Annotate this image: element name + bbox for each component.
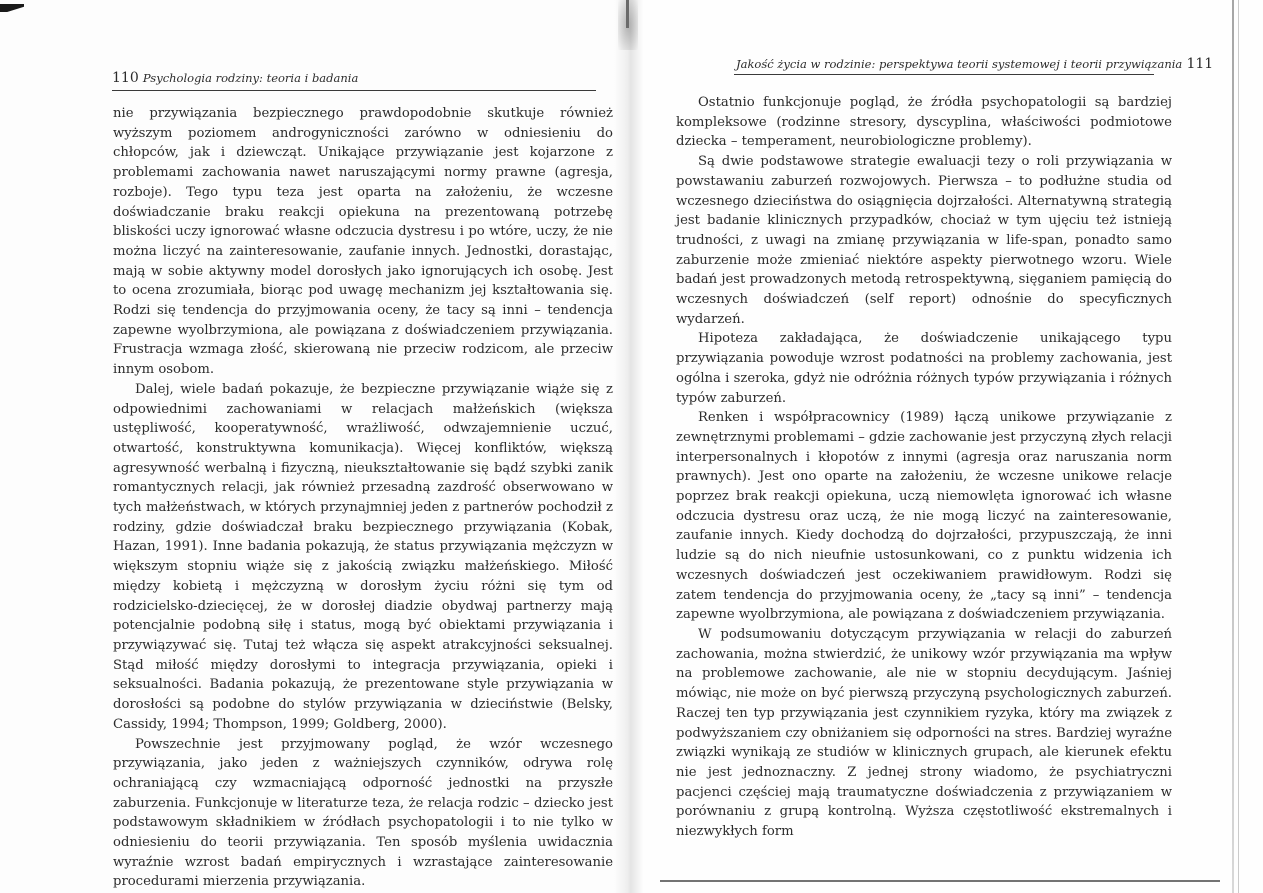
paragraph: Dalej, wiele badań pokazuje, że bezpieczne przywiązanie wiąże się z odpowiednimi zachowaniami w relacjach małżeńskich (większa ustępliwość, kooperatywność, wrażliwość, odwzajemnienie uczuć, otwartość, konstruktywna komunikacja). Więcej konfliktów, większą agresywność werbalną i fizyczną, nieukształtowanie się bądź szybki zanik romantycznych relacji, jak również przesadną zazdrość obserwowano w tych małżeństwach, w których przynajmniej jeden z partnerów pochodził z rodziny, gdzie doświadczał braku bezpiecznego przywiązania (Kobak, Hazan, 1991). Inne badania pokazują, że status przywiązania mężczyzn w większym stopniu wiąże się z jakością związku małżeńskiego. Miłość między kobietą i mężczyzną w dorosłym życiu różni się tym od rodzicielsko-dziecięcej, że w dorosłej diadzie obydwaj partnerzy mają potencjalnie podobną siłę i status, mogą być obiektami przywiązania i przywiązywać się. Tutaj też włącza się aspekt atrakcyjności seksualnej. Stąd miłość między dorosłymi to integracja przywiązania, opieki i seksualności. Badania pokazują, że prezentowane style przywiązania w dorosłości są podobne do stylów przywiązania w dzieciństwie (Belsky, Cassidy, 1994; Thompson, 1999; Goldberg, 2000).: [113, 381, 613, 732]
paragraph: Powszechnie jest przyjmowany pogląd, że wzór wczesnego przywiązania, jako jeden z ważniejszych czynników, odrywa rolę ochraniającą czy wzmacniającą odporność jednostki na przyszłe zaburzenia. Funkcjonuje w literaturze teza, że relacja rodzic – dziecko jest podstawowym składnikiem w źródłach psychopatologii i to nie tylko w odniesieniu do teorii przywiązania. Ten sposób myślenia uwidacznia wyraźnie wzrost badań empirycznych i wzrastające zainteresowanie procedurami mierzenia przywiązania.: [113, 736, 613, 890]
spine-mark: [626, 0, 629, 28]
page-edge-shadow: [1232, 0, 1234, 893]
page-edge-line: [1238, 0, 1239, 893]
paragraph: Renken i współpracownicy (1989) łączą unikowe przywiązanie z zewnętrznymi problemami – gdzie zachowanie jest przyczyną złych relacji interpersonalnych i kłopotów z innymi (agresja oraz naruszania norm prawnych). Jest ono oparte na założeniu, że wczesne unikowe relacje poprzez brak reakcji opiekuna, uczą niemowlęta ignorować ich własne odczucia dystresu oraz uczą, że nie mogą liczyć na zainteresowanie, zaufanie innych. Kiedy dochodzą do dojrzałości, przypuszczają, że inni ludzie są do nich nieufnie ustosunkowani, co z punktu widzenia ich wczesnych doświadczeń jest oczekiwaniem prawidłowym. Rodzi się zatem tendencja do przyjmowania oceny, że „tacy są inni” – tendencja zapewne wyolbrzymiona, ale powiązana z doświadczeniem przywiązania.: [676, 410, 1172, 623]
left-body-text: [113, 104, 613, 892]
right-running-title: Jakość życia w rodzinie: perspektywa teorii systemowej i teorii przywiązania: [736, 57, 1183, 71]
paragraph: Ostatnio funkcjonuje pogląd, że źródła psychopatologii są bardziej kompleksowe (rodzinne stresory, dyscyplina, właściwości podmiotowe dziecka – temperament, neurobiologiczne problemy).: [676, 95, 1172, 150]
book-gutter: [614, 0, 644, 893]
right-page-number: 111: [1186, 56, 1214, 72]
left-page-number: 110: [112, 70, 139, 86]
paragraph: W podsumowaniu dotyczącym przywiązania w relacji do zaburzeń zachowania, można stwierdzić, że unikowy wzór przywiązania ma wpływ na problemowe zachowanie, ale nie w stopniu decydującym. Jaśniej mówiąc, nie może on być pierwszą przyczyną psychologicznych zaburzeń. Raczej ten typ przywiązania jest czynnikiem ryzyka, który ma związek z podwyższaniem czy obniżaniem się odporności na stres. Bardziej wyraźne związki wynikają ze studiów w klinicznych grupach, ale kierunek efektu nie jest jednoznaczny. Z jednej strony wiadomo, że psychiatryczni pacjenci częściej mają traumatyczne doświadczenia z przywiązaniem w porównaniu z grupą kontrolną. Wyższa częstotliwość ekstremalnych i niezwykłych form: [676, 626, 1172, 840]
right-header-rule: [734, 74, 1154, 75]
right-body-text: [676, 93, 1172, 842]
left-header-rule: [112, 90, 596, 91]
paragraph: nie przywiązania bezpiecznego prawdopodobnie skutkuje również wyższym poziomem androgyniczności zarówno w odniesieniu do chłopców, jak i dziewcząt. Unikające przywiązanie jest kojarzone z problemami zachowania nawet naruszającymi normy prawne (agresja, rozboje). Tego typu teza jest oparta na założeniu, że wczesne doświadczanie braku reakcji opiekuna na prezentowaną potrzebę bliskości uczy ignorować własne odczucia dystresu i po wtóre, uczy, że nie można liczyć na zainteresowanie, zaufanie innych. Jednostki, dorastając, mają w sobie aktywny model dorosłych jako ignorujących ich osobę. Jest to ocena zrozumiała, biorąc pod uwagę mechanizm jej kształtowania się. Rodzi się tendencja do przyjmowania oceny, że tacy są inni – tendencja zapewne wyolbrzymiona, ale powiązana z doświadczeniem przywiązania. Frustracja wzmaga złość, skierowaną nie przeciw rodzicom, ale przeciw innym osobom.: [113, 106, 613, 378]
paragraph: Są dwie podstawowe strategie ewaluacji tezy o roli przywiązania w powstawaniu zaburzeń rozwojowych. Pierwsza – to podłużne studia od wczesnego dzieciństwa do osiągnięcia dojrzałości. Alternatywną strategią jest badanie klinicznych przypadków, chociaż w tym ujęciu też istnieją trudności, z uwagi na zmianę przywiązania w life-span, ponadto samo zaburzenie może zmieniać niektóre aspekty pierwotnego wzoru. Wiele badań jest prowadzonych metodą retrospektywną, sięganiem pamięcią do wczesnych doświadczeń (self report) odnośnie do specyficznych wydarzeń.: [676, 154, 1172, 327]
paragraph: Hipoteza zakładająca, że doświadczenie unikającego typu przywiązania powoduje wzrost podatności na problemy zachowania, jest ogólna i szeroka, gdyż nie odróżnia różnych typów przywiązania i różnych typów zaburzeń.: [676, 331, 1172, 406]
left-running-title: Psychologia rodziny: teoria i badania: [142, 71, 359, 85]
right-running-header: [736, 56, 1213, 72]
bottom-page-edge: [660, 880, 1220, 882]
left-running-header: [112, 70, 358, 86]
